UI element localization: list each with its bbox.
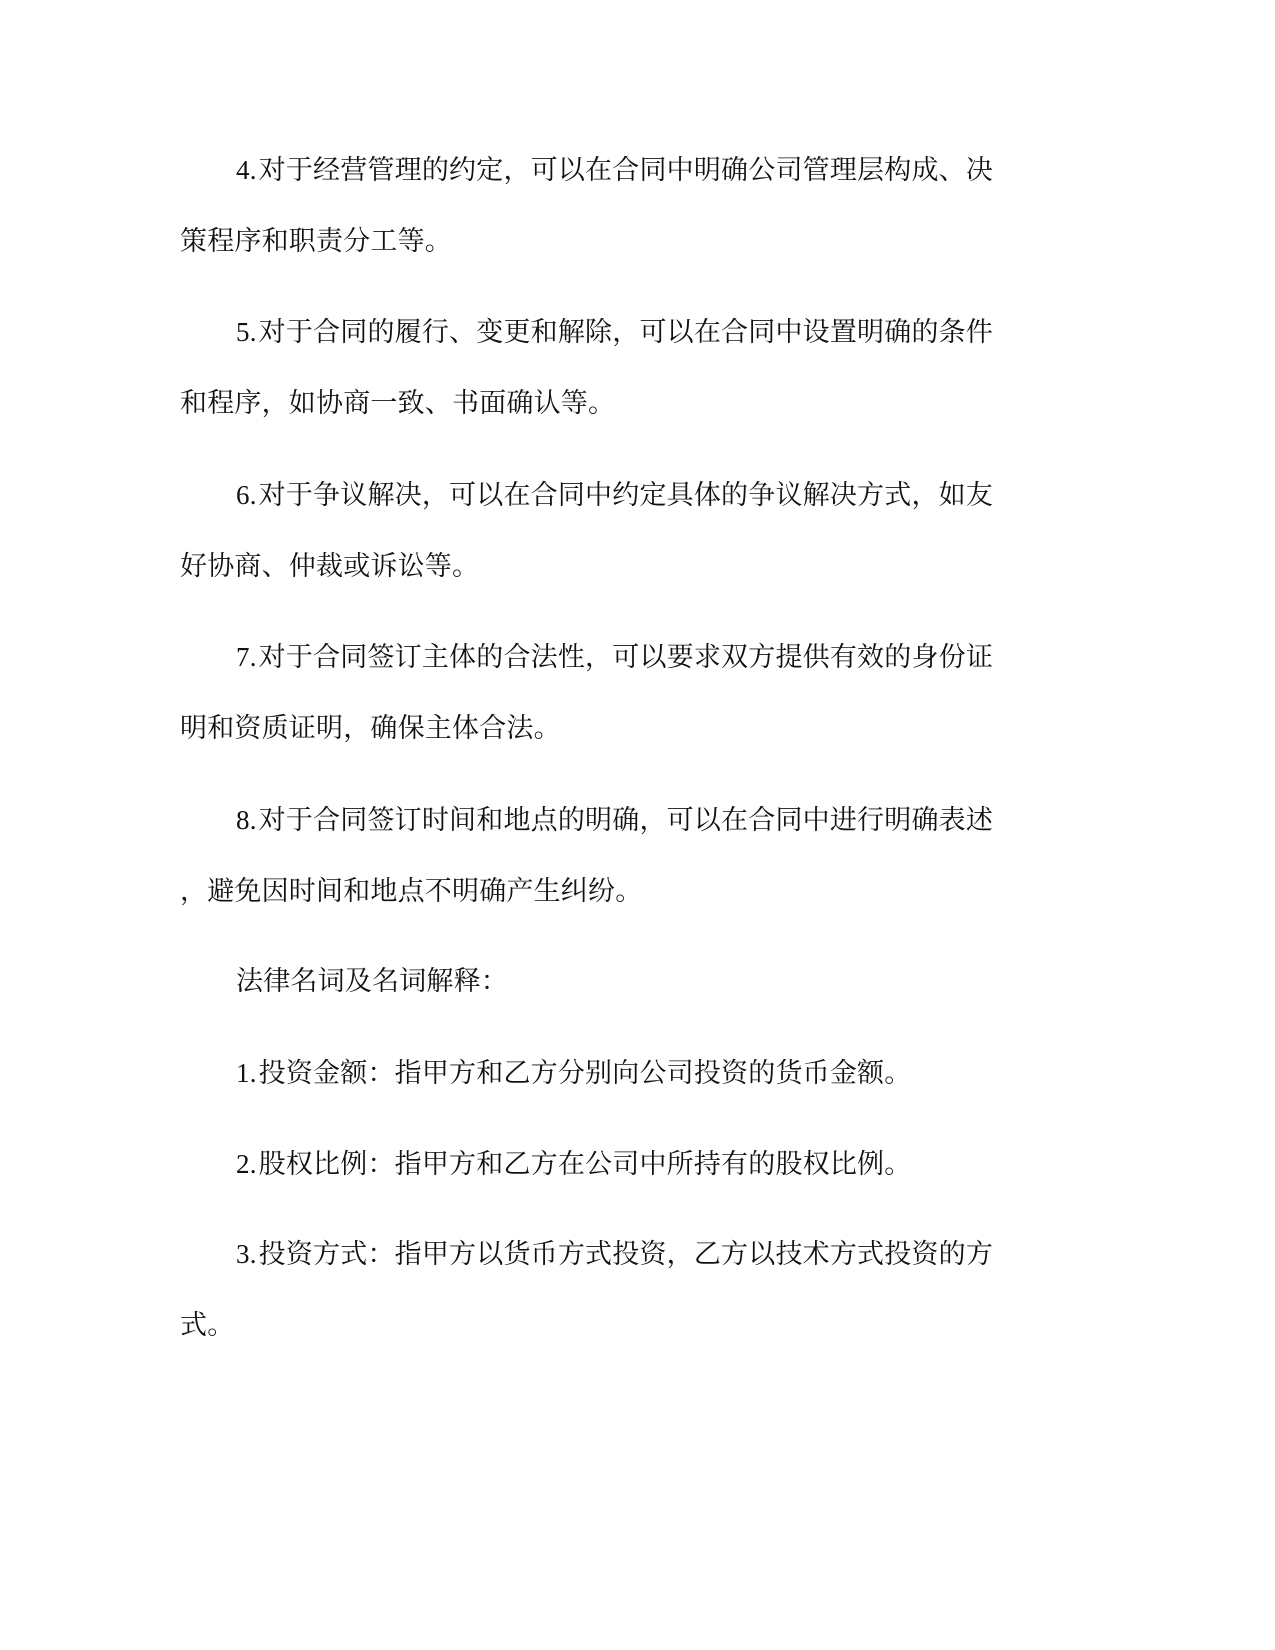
term-text: 式。	[180, 1310, 235, 1341]
term-1-line	[236, 1053, 1076, 1094]
clause-text: 对于争议解决，可以在合同中约定具体的争议解决方式，如友	[258, 480, 994, 511]
clause-text: 对于合同签订时间和地点的明确，可以在合同中进行明确表述	[258, 805, 994, 836]
clause-8-line-2	[180, 872, 1020, 912]
clause-8-line-1	[236, 800, 1076, 841]
heading-text: 法律名词及名词解释：	[236, 966, 508, 997]
term-3-line-2	[180, 1306, 1020, 1346]
clause-6-line-1	[236, 475, 1076, 516]
clause-text: 明和资质证明，确保主体合法。	[180, 713, 561, 744]
clause-7-line-1	[236, 637, 1076, 678]
term-2-line	[236, 1144, 1076, 1185]
clause-text: 策程序和职责分工等。	[180, 226, 452, 257]
clause-text: 对于合同签订主体的合法性，可以要求双方提供有效的身份证	[258, 642, 994, 673]
clause-number: 7.	[236, 642, 257, 672]
clause-4-line-2	[180, 222, 1020, 262]
clause-number: 8.	[236, 805, 257, 835]
clause-text: 好协商、仲裁或诉讼等。	[180, 551, 480, 582]
clause-5-line-1	[236, 312, 1076, 353]
clause-text: ，避免因时间和地点不明确产生纠纷。	[180, 876, 643, 907]
term-number: 3.	[236, 1239, 257, 1269]
term-number: 1.	[236, 1058, 257, 1088]
clause-7-line-2	[180, 709, 1020, 749]
clause-6-line-2	[180, 547, 1020, 587]
term-text: 投资金额：指甲方和乙方分别向公司投资的货币金额。	[258, 1058, 912, 1089]
term-text: 投资方式：指甲方以货币方式投资，乙方以技术方式投资的方	[258, 1239, 994, 1270]
clause-number: 6.	[236, 480, 257, 510]
clause-number: 4.	[236, 155, 257, 185]
clause-text: 对于合同的履行、变更和解除，可以在合同中设置明确的条件	[258, 317, 994, 348]
clause-text: 和程序，如协商一致、书面确认等。	[180, 388, 616, 419]
term-3-line-1	[236, 1234, 1076, 1275]
terms-heading	[236, 962, 1076, 1002]
term-number: 2.	[236, 1149, 257, 1179]
clause-text: 对于经营管理的约定，可以在合同中明确公司管理层构成、决	[258, 155, 994, 186]
clause-4-line-1	[236, 150, 1076, 191]
clause-number: 5.	[236, 317, 257, 347]
clause-5-line-2	[180, 384, 1020, 424]
term-text: 股权比例：指甲方和乙方在公司中所持有的股权比例。	[258, 1149, 912, 1180]
